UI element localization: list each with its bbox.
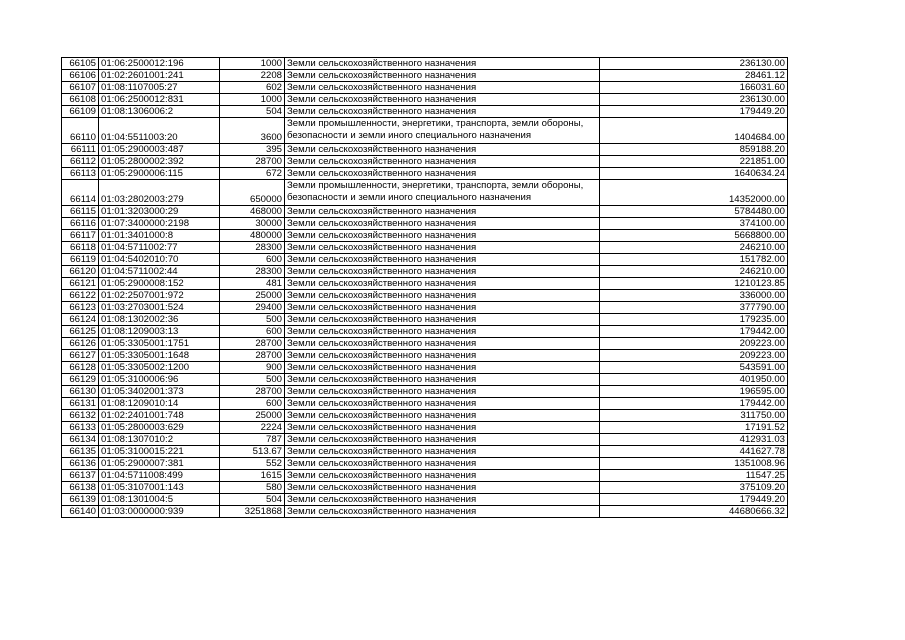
table-row — [62, 361, 788, 373]
cell-cadastral-value: 5784480.00 — [600, 205, 788, 217]
cell-record-id: 66137 — [62, 469, 99, 481]
cell-land-category: Земли сельскохозяйственного назначения — [285, 301, 600, 313]
cell-land-category — [285, 118, 600, 144]
cell-area: 602 — [220, 82, 285, 94]
cell-cadastral-value: 236130.00 — [600, 94, 788, 106]
cell-cadastral-number: 01:02:2601001:241 — [99, 70, 220, 82]
cell-record-id: 66138 — [62, 481, 99, 493]
cell-record-id: 66108 — [62, 94, 99, 106]
cell-area: 480000 — [220, 229, 285, 241]
cell-area: 28700 — [220, 337, 285, 349]
cell-area: 468000 — [220, 205, 285, 217]
cell-cadastral-number: 01:06:2500012:196 — [99, 58, 220, 70]
cell-record-id: 66136 — [62, 457, 99, 469]
cell-cadastral-value: 246210.00 — [600, 241, 788, 253]
table-row — [62, 373, 788, 385]
table-row — [62, 301, 788, 313]
cell-cadastral-value: 17191.52 — [600, 421, 788, 433]
cell-land-category: Земли сельскохозяйственного назначения — [285, 505, 600, 517]
cell-cadastral-value: 1404684.00 — [600, 118, 788, 144]
cell-cadastral-value: 179449.20 — [600, 106, 788, 118]
cell-record-id: 66115 — [62, 205, 99, 217]
cell-cadastral-number: 01:03:0000000:939 — [99, 505, 220, 517]
cell-cadastral-number: 01:08:1302002:36 — [99, 313, 220, 325]
cell-cadastral-number: 01:04:5711008:499 — [99, 469, 220, 481]
cell-record-id: 66113 — [62, 167, 99, 179]
cell-cadastral-value: 236130.00 — [600, 58, 788, 70]
table-row — [62, 481, 788, 493]
cell-land-category: Земли сельскохозяйственного назначения — [285, 265, 600, 277]
table-row — [62, 82, 788, 94]
table-row — [62, 229, 788, 241]
cell-cadastral-value: 1210123.85 — [600, 277, 788, 289]
cell-land-category: Земли сельскохозяйственного назначения — [285, 277, 600, 289]
table-row — [62, 106, 788, 118]
table-row — [62, 205, 788, 217]
cell-land-category: Земли сельскохозяйственного назначения — [285, 493, 600, 505]
cell-area: 25000 — [220, 409, 285, 421]
cell-cadastral-value: 1640634.24 — [600, 167, 788, 179]
cell-cadastral-value: 209223.00 — [600, 349, 788, 361]
cell-cadastral-number: 01:08:1209003:13 — [99, 325, 220, 337]
cell-cadastral-number: 01:05:2900007:381 — [99, 457, 220, 469]
table-row — [62, 493, 788, 505]
cell-land-category: Земли сельскохозяйственного назначения — [285, 373, 600, 385]
cell-record-id: 66135 — [62, 445, 99, 457]
cell-cadastral-value: 246210.00 — [600, 265, 788, 277]
cell-land-category: Земли сельскохозяйственного назначения — [285, 337, 600, 349]
cell-cadastral-value: 209223.00 — [600, 337, 788, 349]
cell-land-category: Земли сельскохозяйственного назначения — [285, 433, 600, 445]
cell-area: 600 — [220, 325, 285, 337]
cell-land-category: Земли сельскохозяйственного назначения — [285, 409, 600, 421]
cell-land-category: Земли сельскохозяйственного назначения — [285, 313, 600, 325]
cell-cadastral-number: 01:06:2500012:831 — [99, 94, 220, 106]
cell-record-id: 66120 — [62, 265, 99, 277]
cell-cadastral-number: 01:08:1306006:2 — [99, 106, 220, 118]
cell-cadastral-number: 01:05:2900003:487 — [99, 143, 220, 155]
cell-record-id: 66124 — [62, 313, 99, 325]
cell-cadastral-number: 01:05:2900006:115 — [99, 167, 220, 179]
cell-land-category: Земли сельскохозяйственного назначения — [285, 167, 600, 179]
cell-area: 900 — [220, 361, 285, 373]
cell-cadastral-number: 01:04:5511003:20 — [99, 118, 220, 144]
cell-record-id: 66128 — [62, 361, 99, 373]
table-row — [62, 325, 788, 337]
table-row — [62, 118, 788, 144]
cell-cadastral-value: 179442.00 — [600, 325, 788, 337]
cell-record-id: 66107 — [62, 82, 99, 94]
cell-area: 600 — [220, 397, 285, 409]
table-row — [62, 265, 788, 277]
cell-area: 672 — [220, 167, 285, 179]
table-row — [62, 155, 788, 167]
table-row — [62, 385, 788, 397]
cell-cadastral-number: 01:05:3305001:1751 — [99, 337, 220, 349]
cell-land-category: Земли сельскохозяйственного назначения — [285, 421, 600, 433]
cell-record-id: 66130 — [62, 385, 99, 397]
cell-cadastral-number: 01:02:2401001:748 — [99, 409, 220, 421]
table-row — [62, 313, 788, 325]
cell-area: 28300 — [220, 241, 285, 253]
cell-area: 28700 — [220, 155, 285, 167]
cell-land-category: Земли сельскохозяйственного назначения — [285, 241, 600, 253]
cell-cadastral-number: 01:04:5711002:44 — [99, 265, 220, 277]
cell-record-id: 66112 — [62, 155, 99, 167]
cell-land-category: Земли сельскохозяйственного назначения — [285, 325, 600, 337]
cell-land-category: Земли сельскохозяйственного назначения — [285, 106, 600, 118]
cell-land-category — [285, 179, 600, 205]
cell-land-category: Земли сельскохозяйственного назначения — [285, 205, 600, 217]
cell-cadastral-value: 179235.00 — [600, 313, 788, 325]
cell-cadastral-number: 01:05:3305001:1648 — [99, 349, 220, 361]
cell-record-id: 66105 — [62, 58, 99, 70]
cell-cadastral-number: 01:05:2800003:629 — [99, 421, 220, 433]
cell-record-id: 66121 — [62, 277, 99, 289]
cell-record-id: 66129 — [62, 373, 99, 385]
cell-land-category: Земли сельскохозяйственного назначения — [285, 469, 600, 481]
table-row — [62, 167, 788, 179]
land-category-text: Земли промышленности, энергетики, транспорта, земли обороны, безопасности и земли иного специального назначения — [287, 179, 584, 204]
table-row — [62, 349, 788, 361]
cell-area: 29400 — [220, 301, 285, 313]
cell-cadastral-value: 179449.20 — [600, 493, 788, 505]
cell-area: 1615 — [220, 469, 285, 481]
cell-record-id: 66109 — [62, 106, 99, 118]
cell-cadastral-value: 179442.00 — [600, 397, 788, 409]
cell-area: 2224 — [220, 421, 285, 433]
table-row — [62, 253, 788, 265]
cell-record-id: 66134 — [62, 433, 99, 445]
table-row — [62, 289, 788, 301]
cell-area: 481 — [220, 277, 285, 289]
cell-cadastral-value: 196595.00 — [600, 385, 788, 397]
cell-record-id: 66119 — [62, 253, 99, 265]
cell-cadastral-value: 441627.78 — [600, 445, 788, 457]
cell-cadastral-value: 336000.00 — [600, 289, 788, 301]
cell-area: 28700 — [220, 349, 285, 361]
cell-cadastral-value: 1351008.96 — [600, 457, 788, 469]
table-row — [62, 409, 788, 421]
table-row — [62, 445, 788, 457]
cell-record-id: 66132 — [62, 409, 99, 421]
cell-cadastral-value: 375109.20 — [600, 481, 788, 493]
cell-cadastral-value: 5668800.00 — [600, 229, 788, 241]
cell-area: 395 — [220, 143, 285, 155]
cell-cadastral-number: 01:08:1209010:14 — [99, 397, 220, 409]
cell-cadastral-number: 01:05:3107001:143 — [99, 481, 220, 493]
land-category-text: Земли промышленности, энергетики, транспорта, земли обороны, безопасности и земли иного специального назначения — [287, 118, 584, 142]
cell-record-id: 66133 — [62, 421, 99, 433]
cell-cadastral-number: 01:01:3203000:29 — [99, 205, 220, 217]
cell-area: 552 — [220, 457, 285, 469]
cell-cadastral-number: 01:04:5402010:70 — [99, 253, 220, 265]
cell-cadastral-value: 412931.03 — [600, 433, 788, 445]
cell-land-category: Земли сельскохозяйственного назначения — [285, 457, 600, 469]
cell-area: 504 — [220, 493, 285, 505]
cell-area: 580 — [220, 481, 285, 493]
cell-cadastral-value: 377790.00 — [600, 301, 788, 313]
cell-land-category: Земли сельскохозяйственного назначения — [285, 445, 600, 457]
cell-land-category: Земли сельскохозяйственного назначения — [285, 94, 600, 106]
cell-land-category: Земли сельскохозяйственного назначения — [285, 361, 600, 373]
cell-land-category: Земли сельскохозяйственного назначения — [285, 82, 600, 94]
cell-cadastral-number: 01:05:3100015:221 — [99, 445, 220, 457]
cell-area: 500 — [220, 373, 285, 385]
cell-land-category: Земли сельскохозяйственного назначения — [285, 143, 600, 155]
table-row — [62, 143, 788, 155]
table-row — [62, 241, 788, 253]
table-row — [62, 337, 788, 349]
table-row — [62, 277, 788, 289]
cell-area: 30000 — [220, 217, 285, 229]
cell-cadastral-number: 01:08:1307010:2 — [99, 433, 220, 445]
cell-area: 504 — [220, 106, 285, 118]
cell-cadastral-number: 01:03:2703001:524 — [99, 301, 220, 313]
cell-cadastral-value: 859188.20 — [600, 143, 788, 155]
table-row — [62, 469, 788, 481]
cell-land-category: Земли сельскохозяйственного назначения — [285, 481, 600, 493]
cell-cadastral-number: 01:08:1301004:5 — [99, 493, 220, 505]
table-row — [62, 397, 788, 409]
table-row — [62, 94, 788, 106]
cell-area: 2208 — [220, 70, 285, 82]
cell-land-category: Земли сельскохозяйственного назначения — [285, 289, 600, 301]
cell-area: 513.67 — [220, 445, 285, 457]
cell-area: 650000 — [220, 179, 285, 205]
cell-record-id: 66123 — [62, 301, 99, 313]
cell-area: 1000 — [220, 58, 285, 70]
cell-cadastral-number: 01:05:3402001:373 — [99, 385, 220, 397]
cell-land-category: Земли сельскохозяйственного назначения — [285, 58, 600, 70]
cell-land-category: Земли сельскохозяйственного назначения — [285, 385, 600, 397]
cell-area: 28700 — [220, 385, 285, 397]
land-plots-table — [61, 57, 788, 518]
cell-record-id: 66126 — [62, 337, 99, 349]
cell-land-category: Земли сельскохозяйственного назначения — [285, 349, 600, 361]
cell-cadastral-value: 311750.00 — [600, 409, 788, 421]
cell-area: 3600 — [220, 118, 285, 144]
cell-cadastral-number: 01:05:2800002:392 — [99, 155, 220, 167]
cell-record-id: 66131 — [62, 397, 99, 409]
table-row — [62, 179, 788, 205]
cell-record-id: 66106 — [62, 70, 99, 82]
cell-land-category: Земли сельскохозяйственного назначения — [285, 70, 600, 82]
cell-cadastral-number: 01:03:2802003:279 — [99, 179, 220, 205]
cell-cadastral-number: 01:05:3305002:1200 — [99, 361, 220, 373]
cell-land-category: Земли сельскохозяйственного назначения — [285, 155, 600, 167]
cell-cadastral-number: 01:05:2900008:152 — [99, 277, 220, 289]
table-row — [62, 217, 788, 229]
cell-cadastral-value: 11547.25 — [600, 469, 788, 481]
table-row — [62, 70, 788, 82]
cell-cadastral-number: 01:08:1107005:27 — [99, 82, 220, 94]
cell-record-id: 66117 — [62, 229, 99, 241]
cell-cadastral-number: 01:02:2507001:972 — [99, 289, 220, 301]
cell-land-category: Земли сельскохозяйственного назначения — [285, 217, 600, 229]
cell-land-category: Земли сельскохозяйственного назначения — [285, 229, 600, 241]
cell-record-id: 66111 — [62, 143, 99, 155]
cell-record-id: 66114 — [62, 179, 99, 205]
table-row — [62, 421, 788, 433]
cell-record-id: 66122 — [62, 289, 99, 301]
cell-area: 787 — [220, 433, 285, 445]
cell-cadastral-value: 543591.00 — [600, 361, 788, 373]
cell-cadastral-value: 221851.00 — [600, 155, 788, 167]
cell-land-category: Земли сельскохозяйственного назначения — [285, 253, 600, 265]
cell-record-id: 66125 — [62, 325, 99, 337]
cell-record-id: 66118 — [62, 241, 99, 253]
cell-cadastral-value: 151782.00 — [600, 253, 788, 265]
cell-cadastral-value: 166031.60 — [600, 82, 788, 94]
cell-record-id: 66139 — [62, 493, 99, 505]
cell-record-id: 66140 — [62, 505, 99, 517]
cell-area: 1000 — [220, 94, 285, 106]
cell-cadastral-number: 01:05:3100006:96 — [99, 373, 220, 385]
table-body — [62, 58, 788, 518]
cell-cadastral-value: 374100.00 — [600, 217, 788, 229]
cell-cadastral-number: 01:01:3401000:8 — [99, 229, 220, 241]
cell-cadastral-number: 01:04:5711002:77 — [99, 241, 220, 253]
cell-cadastral-value: 28461.12 — [600, 70, 788, 82]
cell-area: 3251868 — [220, 505, 285, 517]
cell-record-id: 66116 — [62, 217, 99, 229]
table-row — [62, 505, 788, 517]
table-row — [62, 58, 788, 70]
table-row — [62, 433, 788, 445]
cell-cadastral-value: 44680666.32 — [600, 505, 788, 517]
cell-area: 28300 — [220, 265, 285, 277]
cell-record-id: 66110 — [62, 118, 99, 144]
cell-area: 500 — [220, 313, 285, 325]
cell-cadastral-number: 01:07:3400000:2198 — [99, 217, 220, 229]
cell-cadastral-value: 401950.00 — [600, 373, 788, 385]
cell-area: 25000 — [220, 289, 285, 301]
cell-record-id: 66127 — [62, 349, 99, 361]
cell-area: 600 — [220, 253, 285, 265]
cell-land-category: Земли сельскохозяйственного назначения — [285, 397, 600, 409]
land-plots-sheet — [61, 57, 788, 518]
cell-cadastral-value: 14352000.00 — [600, 179, 788, 205]
table-row — [62, 457, 788, 469]
